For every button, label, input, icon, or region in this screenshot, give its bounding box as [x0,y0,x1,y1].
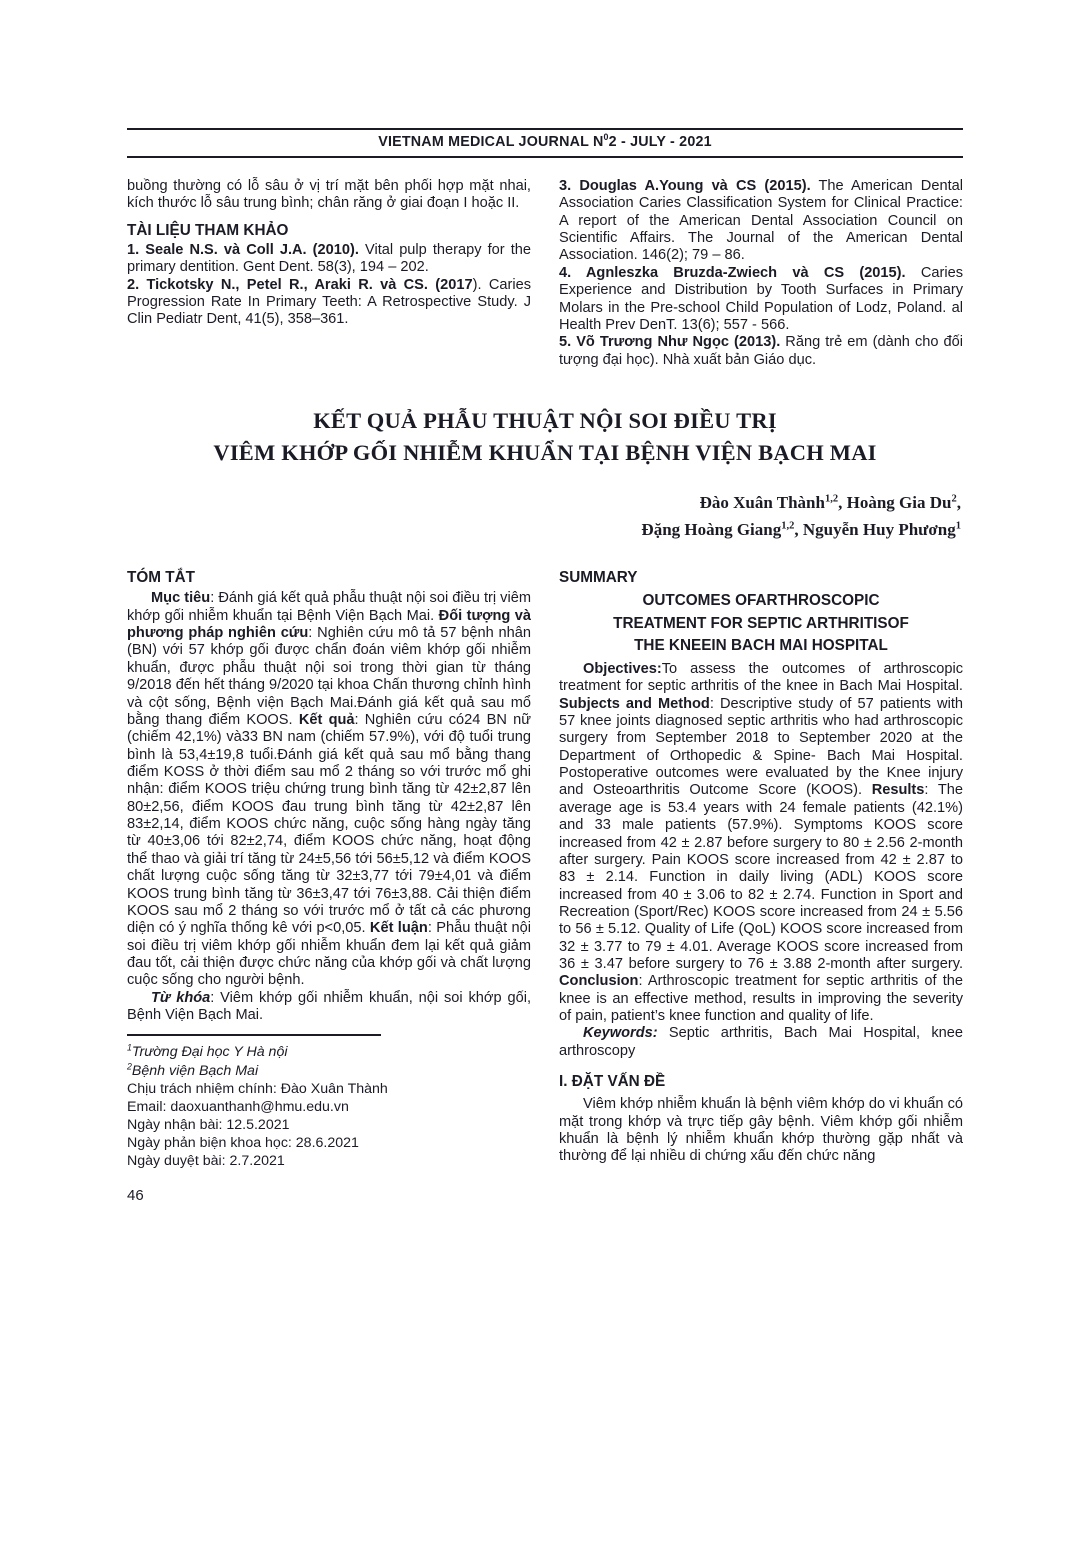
abstract-english: Objectives:To assess the outcomes of arthroscopic treatment for septic arthritis of the knee in Bach Mai Hospital. Subjects and Method: Descriptive study of 57 patients with 57 knee joints diagnosed septic arthritis who had arthroscopic surgery from September 2018 to September 2020 at the Department of Orthopedic & Spine- Bach Mai Hospital. Postoperative outcomes were evaluated by the Knee injury and Osteoarthritis Outcome Score (KOOS). Results: The average age is 53.4 years with 24 female patients (42.1%) and 33 male patients (57.9%). Symptoms KOOS score increased from 42 ± 2.87 before surgery to 80 ± 2.56 2-month after surgery. Pain KOOS score increased from 42 ± 2.87 to 83 ± 2.14. Function in daily living (ADL) KOOS score increased from 40 ± 3.06 to 82 ± 2.74. Function in Sport and Recreation (Sport/Rec) KOOS score increased from 24 ± 5.56 to 56 ± 5.12. Quality of Life (QoL) KOOS score increased from 32 ± 3.77 to 79 ± 4.01. Average KOOS score increased from 36 ± 3.47 before surgery to 76 ± 3.88 2-month after surgery. Conclusion: Arthroscopic treatment for septic arthritis of the knee is an effective method, results in improving the severity of pain, patient’s knee function and quality of life. [559,660,963,1025]
journal-header: VIETNAM MEDICAL JOURNAL $N^02$ - JULY - 2021 [127,128,963,158]
references-section [127,178,963,369]
footnote-email: Email: daoxuanthanh@hmu.edu.vn [127,1098,349,1115]
footnote-corresponding-author: Chịu trách nhiệm chính: Đào Xuân Thành [127,1080,388,1097]
article-body [127,569,963,1170]
footnote-divider [127,1034,381,1036]
article-title-line-2: VIÊM KHỚP GỐI NHIỄM KHUẨN TẠI BỆNH VIỆN BẠCH MAI [213,439,877,465]
keywords-english: Keywords: Septic arthritis, Bach Mai Hospital, knee arthroscopy [559,1025,963,1059]
references-heading: TÀI LIỆU THAM KHẢO [127,221,289,239]
references-right-column [559,178,963,369]
reference-item-4: 4. Agnleszka Bruzda-Zwiech và CS (2015). Caries Experience and Distribution by Tooth Surfaces in Primary Molars in the Pre-school Child Population of Lodz, Poland. al Health Prev DenT. 13(6); 557 - 566. [559,264,963,333]
summary-title [559,590,963,657]
reference-item-3: 3. Douglas A.Young và CS (2015). The American Dental Association Caries Classification System for Clinical Practice: A report of the American Dental Association Council on Scientific Affairs. The Journal of the American Dental Association. 146(2); 79 – 86. [559,178,963,264]
article-title [127,405,963,469]
summary-title-line-3: THE KNEEIN BACH MAI HOSPITAL [634,636,888,654]
previous-article-tail-text: buồng thường có lỗ sâu ở vị trí mặt bên phối hợp mặt nhai, kích thước lỗ sâu trung bình; chân răng ở giai đoạn I hoặc II. [127,178,531,212]
footnote-received-date: Ngày nhận bài: 12.5.2021 [127,1117,290,1134]
footnote-affiliation-2: $^2$Bệnh viện Bạch Mai [127,1060,259,1079]
reference-item-1: 1. Seale N.S. và Coll J.A. (2010). Vital pulp therapy for the primary dentition. Gent Dent. 58(3), 194 – 202. [127,241,531,276]
authors-block [127,489,963,543]
summary-title-line-1: OUTCOMES OFARTHROSCOPIC [642,592,880,610]
summary-heading: SUMMARY [559,569,638,587]
article-right-column [559,569,963,1170]
reference-item-5: 5. Võ Trương Như Ngọc (2013). Răng trẻ em (dành cho đối tượng đại học). Nhà xuất bản Giáo dục. [559,334,963,368]
footnote-accepted-date: Ngày duyệt bài: 2.7.2021 [127,1153,285,1170]
footnote-review-date: Ngày phản biện khoa học: 28.6.2021 [127,1135,359,1152]
authors-line-2: Đặng Hoàng Giang$^{1,2}$, Nguyễn Huy Phương$^1$ [641,520,961,540]
reference-item-2: 2. Tickotsky N., Petel R., Araki R. và CS. (2017). Caries Progression Rate In Primary Teeth: A Retrospective Study. J Clin Pediatr Dent, 41(5), 358–361. [127,276,531,328]
keywords-vietnamese: Từ khóa: Viêm khớp gối nhiễm khuẩn, nội soi khớp gối, Bệnh Viện Bạch Mai. [127,989,531,1024]
summary-title-line-2: TREATMENT FOR SEPTIC ARTHRITISOF [613,614,909,632]
footnote-affiliation-1: $^1$Trường Đại học Y Hà nội [127,1042,288,1061]
page-number: 46 [127,1186,144,1204]
abstract-vietnamese: Mục tiêu: Đánh giá kết quả phẫu thuật nội soi điều trị viêm khớp gối nhiễm khuẩn tại Bệnh Viện Bạch Mai. Đối tượng và phương pháp nghiên cứu: Nghiên cứu mô tả 57 bệnh nhân (BN) với 57 khớp gối được chẩn đoán viêm khớp gối nhiễm khuẩn, được phẫu thuật nội soi trong thời gian từ tháng 9/2018 đến hết tháng 9/2020 tại khoa Chấn thương chỉnh hình và cột sống, Bệnh viện Bạch Mai.Đánh giá kết quả sau mổ bằng thang điểm KOOS. Kết quả: Nghiên cứu có24 BN nữ (chiếm 42,1%) và33 BN nam (chiếm 57.9%), với độ tuổi trung bình là 53,4±19,8 tuổi.Đánh giá kết quả sau mổ bằng thang điểm KOSS ở thời điểm sau mổ 2 tháng so với trước mổ ghi nhận: điểm KOOS triệu chứng trung bình tăng từ 42±2,87 lên 80±2,56, điểm KOOS đau trung bình tăng từ 42±2,87 lên 83±2,14, điểm KOOS chức năng, cuộc sống hàng ngày tăng từ 40±3,06 tới 82±2,74, điểm KOOS chức năng, hoạt động thể thao và giải trí tăng từ 24±5,56 tới 56±5,12 và điểm KOOS chất lượng cuộc sống tăng từ 32±3,77 tới 79±4,01 và điểm KOOS trung bình tăng từ 36±3,47 tới 76±3,88. Cải thiện điểm KOOS sau mổ 2 tháng so với trước mổ ở tất cả các phương diện có ý nghĩa thống kê với p<0,05. Kết luận: Phẫu thuật nội soi điều trị viêm khớp gối nhiễm khuẩn đem lại kết quả giảm đau tốt, cải thiện được chức năng của khớp gối và chất lượng cuộc sống cho người bệnh. [127,590,532,989]
introduction-heading: I. ĐẶT VẤN ĐỀ [559,1073,666,1091]
article-left-column [127,569,531,1170]
references-left-column [127,178,531,369]
article-title-line-1: KẾT QUẢ PHẪU THUẬT NỘI SOI ĐIỀU TRỊ [313,407,777,433]
authors-line-1: Đào Xuân Thành$^{1,2}$, Hoàng Gia Du$^2$, [699,492,961,512]
footnote-block [127,1034,531,1170]
introduction-paragraph: Viêm khớp nhiễm khuẩn là bệnh viêm khớp do vi khuẩn có mặt trong khớp và trực tiếp gây bệnh. Viêm khớp gối nhiễm khuẩn là bệnh lý nhiễm khuẩn khớp thường gặp nhất và thường để lại nhiều di chứng xấu đến chức năng [559,1096,963,1165]
tom-tat-heading: TÓM TẮT [127,569,195,587]
